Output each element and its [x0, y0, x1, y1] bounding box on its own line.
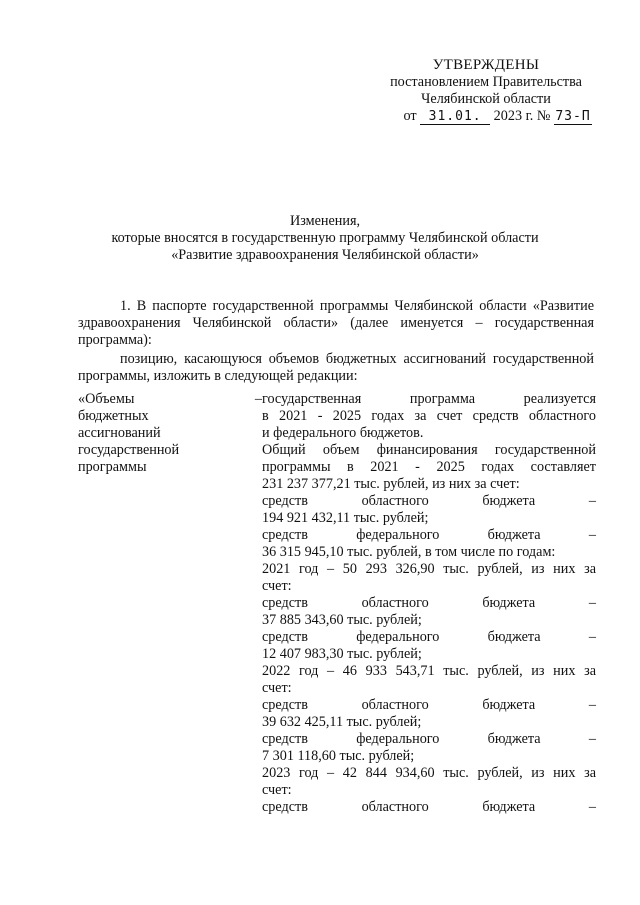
approval-number: 73-П — [555, 109, 591, 124]
right-line: 36 315 945,10 тыс. рублей, в том числе по годам: — [262, 544, 556, 560]
table-row — [74, 391, 596, 816]
table-left-cell — [74, 391, 262, 816]
paragraph-2: позицию, касающуюся объемов бюджетных ассигнований государственной программы, изложить в следующей редакции: — [78, 351, 594, 384]
left-line-5: программы — [78, 459, 147, 475]
left-line-2: бюджетных — [78, 408, 149, 424]
approval-date-line — [380, 108, 592, 125]
right-line: средств областного бюджета – — [262, 493, 596, 509]
passport-table — [74, 391, 596, 816]
right-line: счет: — [262, 680, 292, 696]
approval-year: 2023 г. № — [493, 108, 551, 124]
right-line: 12 407 983,30 тыс. рублей; — [262, 646, 422, 662]
heading-line-1: Изменения, — [289, 213, 361, 229]
right-line: счет: — [262, 782, 292, 798]
document-heading — [60, 213, 590, 264]
right-line: 231 237 377,21 тыс. рублей, из них за счет: — [262, 476, 520, 492]
left-line-4: государственной — [78, 442, 180, 458]
approval-date: 31.01. — [420, 109, 490, 125]
right-line: в 2021 - 2025 годах за счет средств областного — [262, 408, 596, 424]
approval-stamp — [380, 57, 592, 125]
left-line-3: ассигнований — [78, 425, 161, 441]
approval-title: УТВЕРЖДЕНЫ — [432, 57, 540, 73]
right-line: средств областного бюджета – — [262, 799, 596, 815]
right-line: 2022 год – 46 933 543,71 тыс. рублей, из них за — [262, 663, 596, 679]
right-line: счет: — [262, 578, 292, 594]
right-line: 2021 год – 50 293 326,90 тыс. рублей, из них за — [262, 561, 596, 577]
left-line-1: «Объемы – — [78, 391, 262, 407]
right-line: и федерального бюджетов. — [262, 425, 424, 441]
right-line: 7 301 118,60 тыс. рублей; — [262, 748, 415, 764]
right-line: государственная программа реализуется — [262, 391, 596, 407]
right-line: 39 632 425,11 тыс. рублей; — [262, 714, 422, 730]
right-line: программы в 2021 - 2025 годах составляет — [262, 459, 596, 475]
table-right-cell — [262, 391, 596, 816]
approval-line-government: постановлением Правительства — [390, 74, 582, 90]
right-line: средств федерального бюджета – — [262, 527, 596, 543]
right-line: 2023 год – 42 844 934,60 тыс. рублей, из них за — [262, 765, 596, 781]
approval-line-region: Челябинской области — [421, 91, 551, 107]
heading-line-2: которые вносятся в государственную программу Челябинской области — [111, 230, 539, 246]
right-line: Общий объем финансирования государственной — [262, 442, 596, 458]
right-line: средств федерального бюджета – — [262, 731, 596, 747]
right-line: средств областного бюджета – — [262, 595, 596, 611]
right-line: 37 885 343,60 тыс. рублей; — [262, 612, 422, 628]
heading-line-3: «Развитие здравоохранения Челябинской области» — [171, 247, 479, 263]
right-line: 194 921 432,11 тыс. рублей; — [262, 510, 429, 526]
approval-prefix: от — [403, 108, 417, 124]
right-line: средств областного бюджета – — [262, 697, 596, 713]
right-line: средств федерального бюджета – — [262, 629, 596, 645]
paragraph-1: 1. В паспорте государственной программы Челябинской области «Развитие здравоохранения Челябинской области» (далее именуется – государственная программа): — [78, 298, 594, 348]
